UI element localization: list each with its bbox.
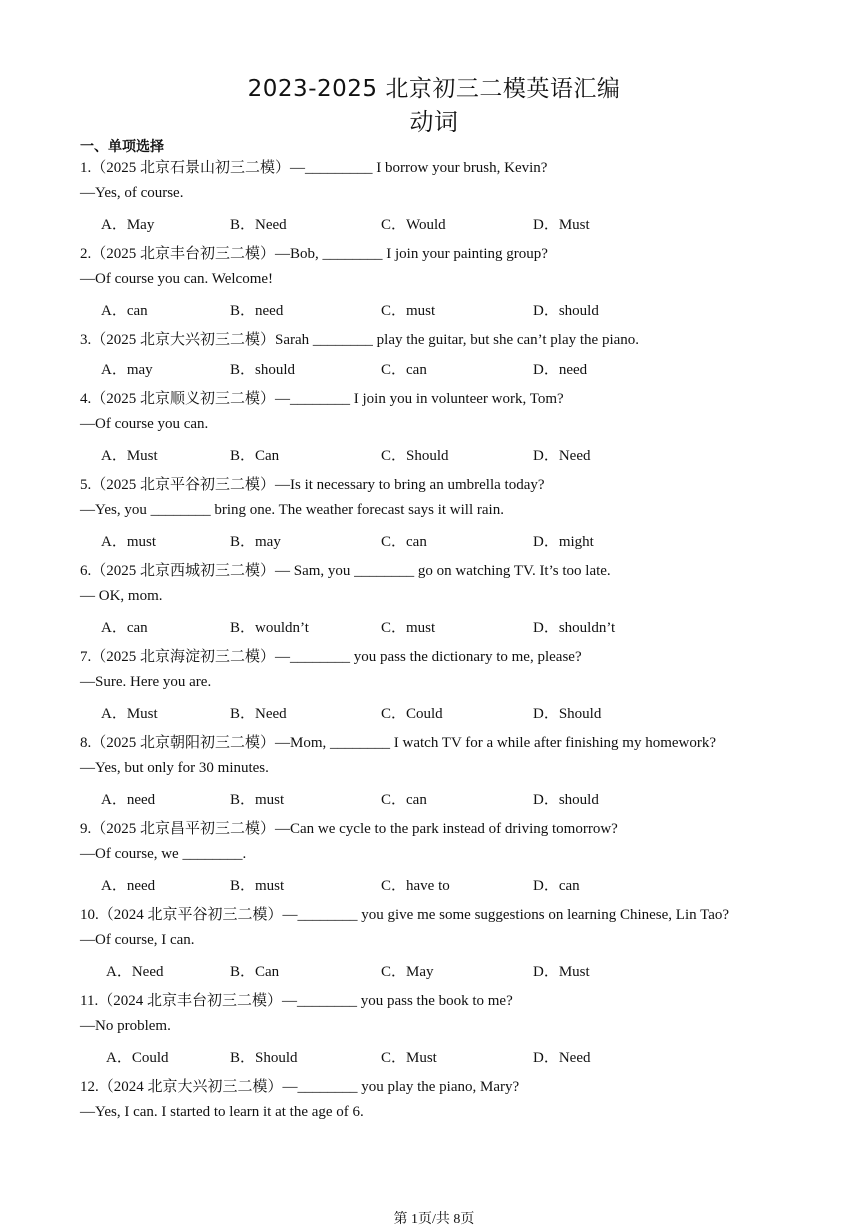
question-5-option-a: A．must [101, 534, 157, 550]
question-9-option-a: A．need [101, 878, 156, 894]
question-8-option-d: D．should [533, 792, 599, 808]
page-footer: 第 1页/共 8页 [393, 1212, 475, 1227]
question-6-option-b: B．wouldn’t [230, 620, 309, 636]
question-11-reply: —No problem. [80, 1018, 171, 1034]
question-5-option-c: C．can [381, 534, 427, 550]
question-5-option-b: B．may [230, 534, 281, 550]
question-10-option-b: B．Can [230, 964, 280, 980]
question-8-stem: 8.（2025 北京朝阳初三二模）—Mom, ________ I watch TV for a while after finishing my homework? [80, 735, 717, 751]
question-2-option-d: D．should [533, 303, 599, 319]
question-5-stem: 5.（2025 北京平谷初三二模）—Is it necessary to bring an umbrella today? [80, 477, 545, 493]
document-subtitle: 动词 [409, 108, 459, 136]
question-6-reply: — OK, mom. [80, 588, 163, 604]
question-4-option-d: D．Need [533, 448, 591, 464]
section-heading: 一、单项选择 [80, 139, 164, 155]
question-7-option-a: A．Must [101, 706, 158, 722]
question-7-option-b: B．Need [230, 706, 287, 722]
question-1-stem: 1.（2025 北京石景山初三二模）—_________ I borrow your brush, Kevin? [80, 160, 548, 176]
question-8-option-a: A．need [101, 792, 156, 808]
question-6-option-d: D．shouldn’t [533, 620, 616, 636]
question-3-stem: 3.（2025 北京大兴初三二模）Sarah ________ play the guitar, but she can’t play the piano. [80, 332, 640, 348]
question-3-option-c: C．can [381, 362, 427, 378]
question-10-reply: —Of course, I can. [80, 932, 195, 948]
question-5-option-d: D．might [533, 534, 594, 550]
question-3-option-d: D．need [533, 362, 588, 378]
question-1-option-c: C．Would [381, 217, 446, 233]
question-9-stem: 9.（2025 北京昌平初三二模）—Can we cycle to the park instead of driving tomorrow? [80, 821, 618, 837]
question-6-option-a: A．can [101, 620, 148, 636]
question-1-option-b: B．Need [230, 217, 287, 233]
question-9-option-d: D．can [533, 878, 580, 894]
question-4-stem: 4.（2025 北京顺义初三二模）—________ I join you in volunteer work, Tom? [80, 391, 564, 407]
question-10-option-a: A．Need [106, 964, 164, 980]
question-9-reply: —Of course, we ________. [80, 846, 247, 862]
question-1-option-d: D．Must [533, 217, 590, 233]
question-7-option-c: C．Could [381, 706, 443, 722]
question-3-option-b: B．should [230, 362, 296, 378]
question-11-stem: 11.（2024 北京丰台初三二模）—________ you pass the book to me? [80, 993, 513, 1009]
question-7-reply: —Sure. Here you are. [80, 674, 212, 690]
question-8-reply: —Yes, but only for 30 minutes. [80, 760, 269, 776]
question-9-option-c: C．have to [381, 878, 450, 894]
question-12-reply: —Yes, I can. I started to learn it at the age of 6. [80, 1104, 364, 1120]
question-4-reply: —Of course you can. [80, 416, 209, 432]
question-8-option-c: C．can [381, 792, 427, 808]
question-11-option-d: D．Need [533, 1050, 591, 1066]
question-10-option-d: D．Must [533, 964, 590, 980]
question-10-stem: 10.（2024 北京平谷初三二模）—________ you give me some suggestions on learning Chinese, Lin Tao? [80, 907, 730, 923]
document-title: 2023-2025 北京初三二模英语汇编 [247, 76, 621, 102]
question-4-option-b: B．Can [230, 448, 280, 464]
question-9-option-b: B．must [230, 878, 285, 894]
question-11-option-c: C．Must [381, 1050, 437, 1066]
question-7-stem: 7.（2025 北京海淀初三二模）—________ you pass the dictionary to me, please? [80, 649, 582, 665]
question-6-stem: 6.（2025 北京西城初三二模）— Sam, you ________ go on watching TV. It’s too late. [80, 563, 611, 579]
question-4-option-c: C．Should [381, 448, 449, 464]
question-7-option-d: D．Should [533, 706, 602, 722]
question-4-option-a: A．Must [101, 448, 158, 464]
question-11-option-a: A．Could [106, 1050, 169, 1066]
question-10-option-c: C．May [381, 964, 434, 980]
question-6-option-c: C．must [381, 620, 436, 636]
question-2-option-c: C．must [381, 303, 436, 319]
question-3-option-a: A．may [101, 362, 153, 378]
question-1-option-a: A．May [101, 217, 155, 233]
question-12-stem: 12.（2024 北京大兴初三二模）—________ you play the piano, Mary? [80, 1079, 520, 1095]
question-2-stem: 2.（2025 北京丰台初三二模）—Bob, ________ I join your painting group? [80, 246, 548, 262]
question-11-option-b: B．Should [230, 1050, 298, 1066]
question-1-reply: —Yes, of course. [80, 185, 184, 201]
question-2-reply: —Of course you can. Welcome! [80, 271, 274, 287]
question-2-option-b: B．need [230, 303, 284, 319]
question-2-option-a: A．can [101, 303, 148, 319]
question-8-option-b: B．must [230, 792, 285, 808]
question-5-reply: —Yes, you ________ bring one. The weather forecast says it will rain. [80, 502, 504, 518]
